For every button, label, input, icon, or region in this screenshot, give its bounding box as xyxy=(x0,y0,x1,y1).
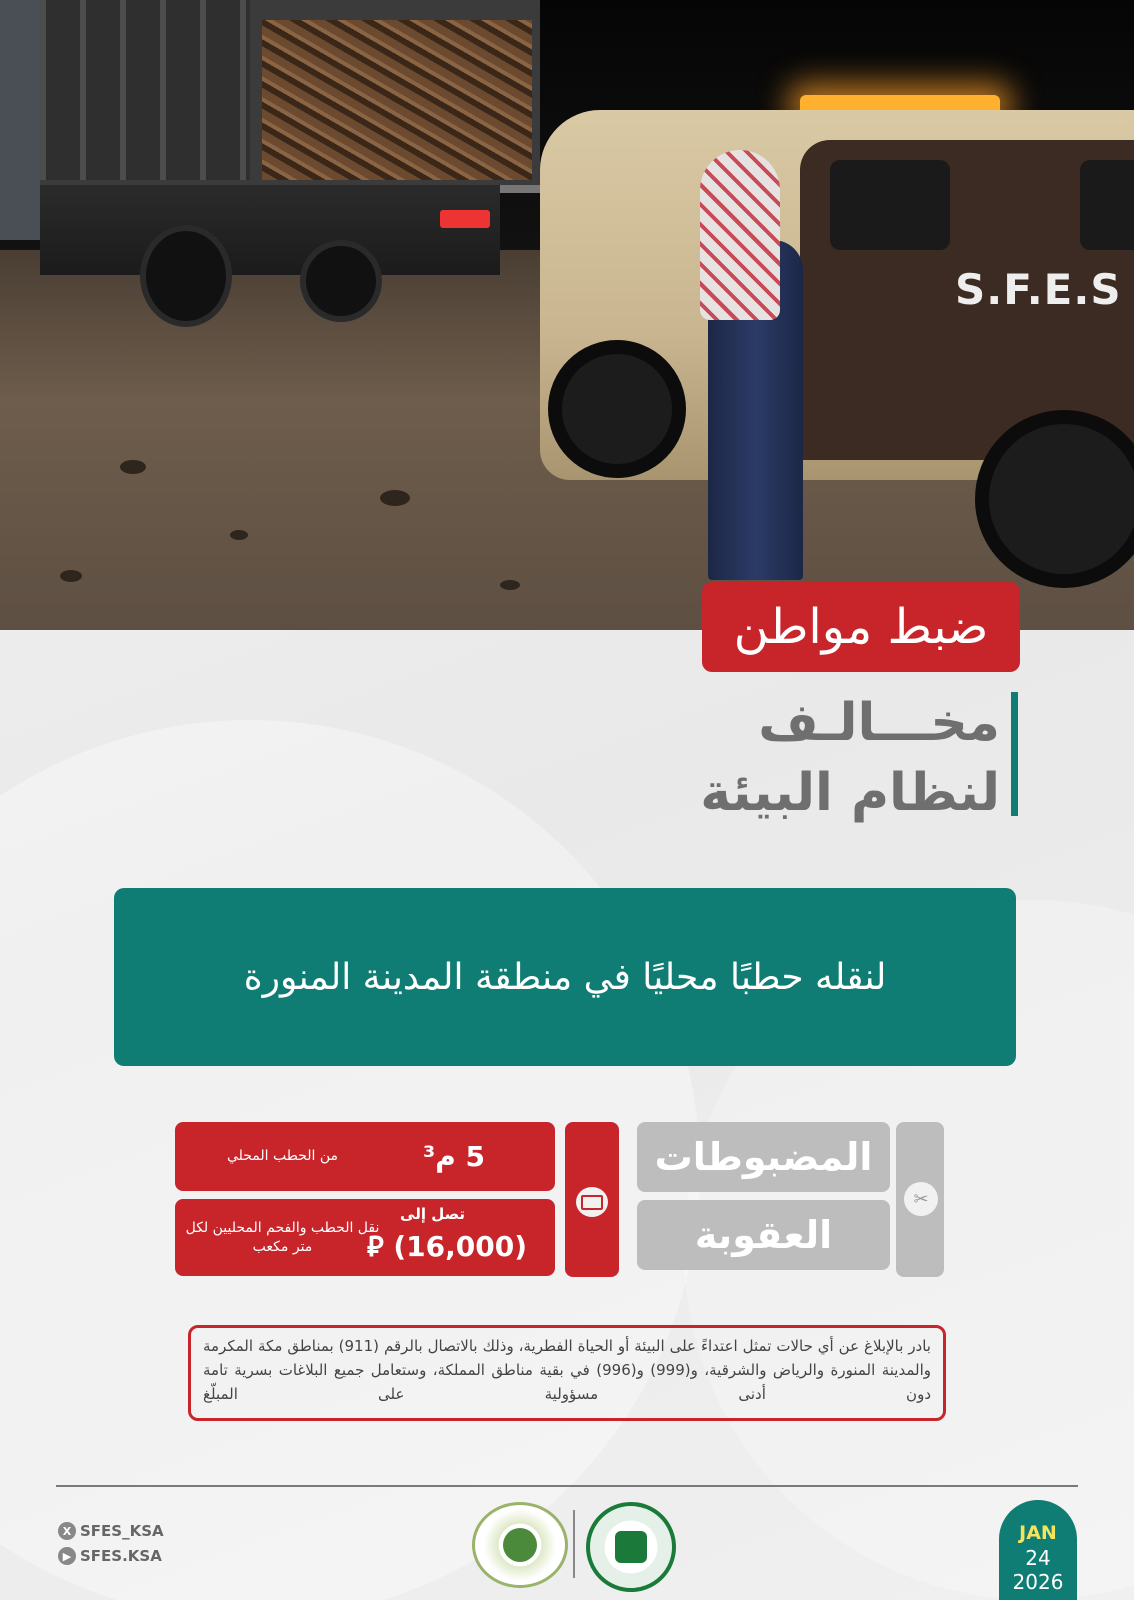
truck-rails xyxy=(40,0,250,180)
date-day: 24 xyxy=(1025,1546,1051,1570)
date-badge xyxy=(999,1500,1077,1600)
subtitle-line-2: لنظام البيئة xyxy=(700,763,1000,823)
penalty-description: نقل الحطب والفحم المحليين لكل متر مكعب xyxy=(185,1220,380,1255)
patrol-wheel xyxy=(548,340,686,478)
rock xyxy=(500,580,520,590)
footer-divider xyxy=(56,1485,1078,1487)
sfes-emblem-logo xyxy=(472,1502,568,1588)
ministry-emblem-logo xyxy=(586,1502,676,1592)
patrol-vehicle-window xyxy=(1080,160,1134,250)
youtube-icon: ▶ xyxy=(58,1547,76,1565)
truck-wheel xyxy=(300,240,382,322)
seized-label: المضبوطات xyxy=(637,1122,890,1192)
logo-divider xyxy=(573,1510,575,1578)
person xyxy=(690,150,800,580)
rock xyxy=(380,490,410,506)
title-badge: ضبط مواطن xyxy=(702,582,1020,672)
youtube-handle: SFES.KSA xyxy=(80,1547,162,1565)
person-headscarf xyxy=(700,150,780,320)
seized-description: من الحطب المحلي xyxy=(226,1148,339,1164)
truck-chassis xyxy=(40,185,500,275)
subtitle-accent-bar xyxy=(1011,692,1018,816)
penalty-prefix: تصل إلى xyxy=(400,1205,465,1223)
rock xyxy=(230,530,248,540)
palm-emblem-icon xyxy=(503,1528,537,1562)
rock xyxy=(60,570,82,582)
subtitle xyxy=(600,688,1000,828)
x-icon: X xyxy=(58,1522,76,1540)
date-month: JAN xyxy=(1019,1522,1057,1544)
subtitle-line-1: مخـــالـف xyxy=(758,693,1000,753)
truck-wheel xyxy=(140,225,232,327)
rock xyxy=(120,460,146,474)
social-twitter[interactable] xyxy=(58,1520,164,1542)
truck-tail-light xyxy=(440,210,490,228)
reporting-notice: بادر بالإبلاغ عن أي حالات تمثل اعتداءً على البيئة أو الحياة الفطرية، وذلك بالاتصال بالرقم (911) بمناطق مكة المكرمة والمدينة المنورة والرياض والشرقية، و(999) و(996) في بقية مناطق المملكة، وستعامل جميع البلاغات بسرية تامة دون أدنى مسؤولية على المبلّغ xyxy=(188,1325,946,1421)
patrol-vehicle-window xyxy=(830,160,950,250)
vehicle-logo-text: S.F.E.S xyxy=(955,265,1122,314)
money-icon xyxy=(576,1187,608,1217)
penalty-value: (16,000) ⃁ xyxy=(366,1230,527,1263)
date-year: 2026 xyxy=(1012,1570,1064,1594)
penalty-label: العقوبة xyxy=(637,1200,890,1270)
seized-value: 5 م³ xyxy=(422,1140,485,1173)
hero-photo xyxy=(0,0,1134,630)
tools-icon: ✂ xyxy=(904,1182,938,1216)
firewood-load xyxy=(262,20,532,180)
ministry-emblem-icon xyxy=(615,1531,647,1563)
social-youtube[interactable] xyxy=(58,1545,162,1567)
penalty-value-cell xyxy=(175,1199,555,1276)
seized-value-cell xyxy=(175,1122,555,1191)
description-box: لنقله حطبًا محليًا في منطقة المدينة المنورة xyxy=(114,888,1016,1066)
twitter-handle: SFES_KSA xyxy=(80,1522,164,1540)
